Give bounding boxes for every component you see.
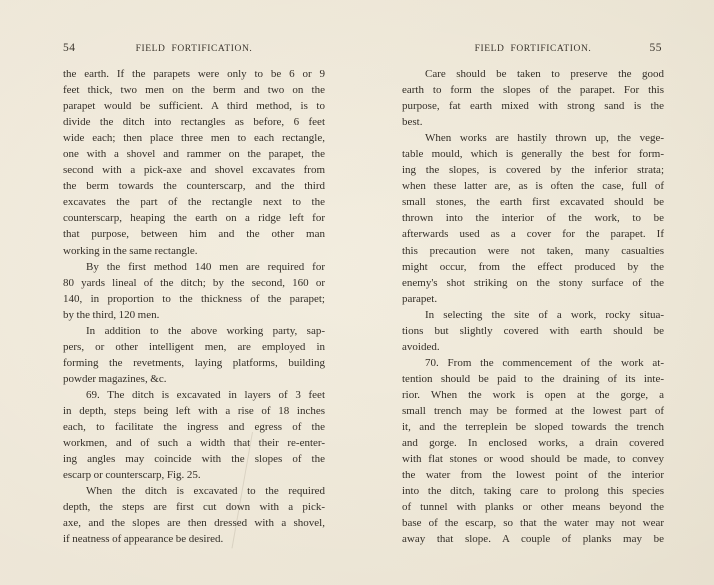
text-line: into the ditch, taking care to prolong this species [402,485,664,498]
text-line: When the ditch is excavated to the required [86,485,325,498]
page-number-55: 55 [649,42,662,54]
paragraph [63,66,325,259]
text-line: in depth, steps being left with a rise of 18 inches [63,404,325,417]
text-line: rior. When the work is open at the gorge, a [402,388,664,401]
text-line: enemy's shot striking on the stony surface of the [402,276,664,289]
text-line: the berm towards the counterscarp, and the third [63,180,325,193]
text-line: by the third, 120 men. [63,308,160,321]
page-54-body [63,66,325,547]
paragraph [63,387,325,483]
text-line: 69. The ditch is excavated in layers of 3 feet [86,388,325,401]
text-line: thrown into the interior of the work, to be [402,212,664,225]
text-line: avoided. [402,340,440,353]
text-line: earth to form the slopes of the parapet. For this [402,84,664,97]
running-header-right [402,44,664,64]
text-line: axe, and the slopes are then dressed with a shovel, [63,517,325,530]
paragraph [63,259,325,323]
text-line: tention should be paid to the draining of its inte- [402,372,664,385]
text-line: By the first method 140 men are required for [86,260,325,273]
text-line: small trench may be formed at the lowest part of [402,404,664,417]
paragraph [402,66,664,130]
paragraph [402,130,664,307]
text-line: of tunnel with planks or other means beyond the [402,501,664,514]
text-line: counterscarp, heaping the earth on a ridge left for [63,212,325,225]
text-line: workmen, and of such a width that their re-enter- [63,437,325,450]
text-line: this precaution were not taken, many casualties [402,244,664,257]
text-line: away that slope. A couple of planks may be [402,533,664,546]
text-line: and gorge. In enclosed works, a drain covered [402,437,664,450]
text-line: When works are hastily thrown up, the vege- [425,132,664,145]
text-line: excavates the part of the rectangle next to the [63,196,325,209]
text-line: table mould, which is generally the best for form- [402,148,664,161]
text-line: one with a shovel and rammer on the parapet, the [63,148,325,161]
text-line: with flat stones or wood should be made, to convey [402,453,664,466]
text-line: feet thick, two men on the berm and two on the [63,84,325,97]
text-line: small stones, the earth first excavated should be [402,196,664,209]
page-54 [63,44,325,547]
text-line: In selecting the site of a work, rocky situa- [425,308,664,321]
paragraph [63,323,325,387]
text-line: escarp or counterscarp, Fig. 25. [63,469,201,482]
running-header-left [63,44,325,64]
text-line: second with a pick-axe and shovel excavates from [63,164,325,177]
text-line: it, and the terreplein be sloped towards the trench [402,421,664,434]
page-number-54: 54 [63,42,76,54]
text-line: when these latter are, as is often the case, full of [402,180,664,193]
text-line: if neatness of appearance be desired. [63,533,224,546]
text-line: parapet would be sufficient. A third method, is to [63,100,325,113]
text-line: ing the slopes, is covered by the inferior strata; [402,164,664,177]
text-line: 140, in proportion to the thickness of the parapet; [63,292,325,305]
text-line: best. [402,116,423,129]
page-55 [402,44,664,547]
text-line: powder magazines, &c. [63,372,167,385]
text-line: pers, or other intelligent men, are employed in [63,340,325,353]
text-line: base of the escarp, so that the water may not wear [402,517,664,530]
text-line: forming the revetments, laying platforms, building [63,356,325,369]
paragraph [402,355,664,548]
text-line: that purpose, between him and the other man [63,228,325,241]
text-line: tions but slightly covered with earth should be [402,324,664,337]
text-line: Care should be taken to preserve the good [425,68,664,80]
running-header-title-left: FIELD FORTIFICATION. [135,44,253,54]
text-line: In addition to the above working party, sap- [86,324,325,337]
text-line: working in the same rectangle. [63,244,198,257]
paragraph [63,483,325,547]
text-line: the water from the lowest point of the interior [402,469,664,482]
text-line: afterwards used as a cover for the parapet. If [402,228,664,241]
text-line: divide the ditch into rectangles as before, 6 feet [63,116,325,129]
text-line: might occur, from the effect produced by the [402,260,664,273]
text-line: each, to facilitate the ingress and egress of the [63,421,325,434]
text-line: ing angles may coincide with the slopes of the [63,453,325,466]
text-line: 70. From the commencement of the work at- [425,356,664,369]
text-line: depth, the steps are first cut down with a pick- [63,501,325,514]
text-line: purpose, fat earth mixed with strong sand is the [402,100,664,113]
paragraph [402,307,664,355]
text-line: 80 yards lineal of the ditch; by the second, 160 or [63,276,325,289]
text-line: parapet. [402,292,438,305]
text-line: the earth. If the parapets were only to be 6 or 9 [63,68,325,80]
page-55-body [402,66,664,547]
text-line: wide each; then place three men to each rectangle, [63,132,325,145]
running-header-title-right: FIELD FORTIFICATION. [474,44,592,54]
